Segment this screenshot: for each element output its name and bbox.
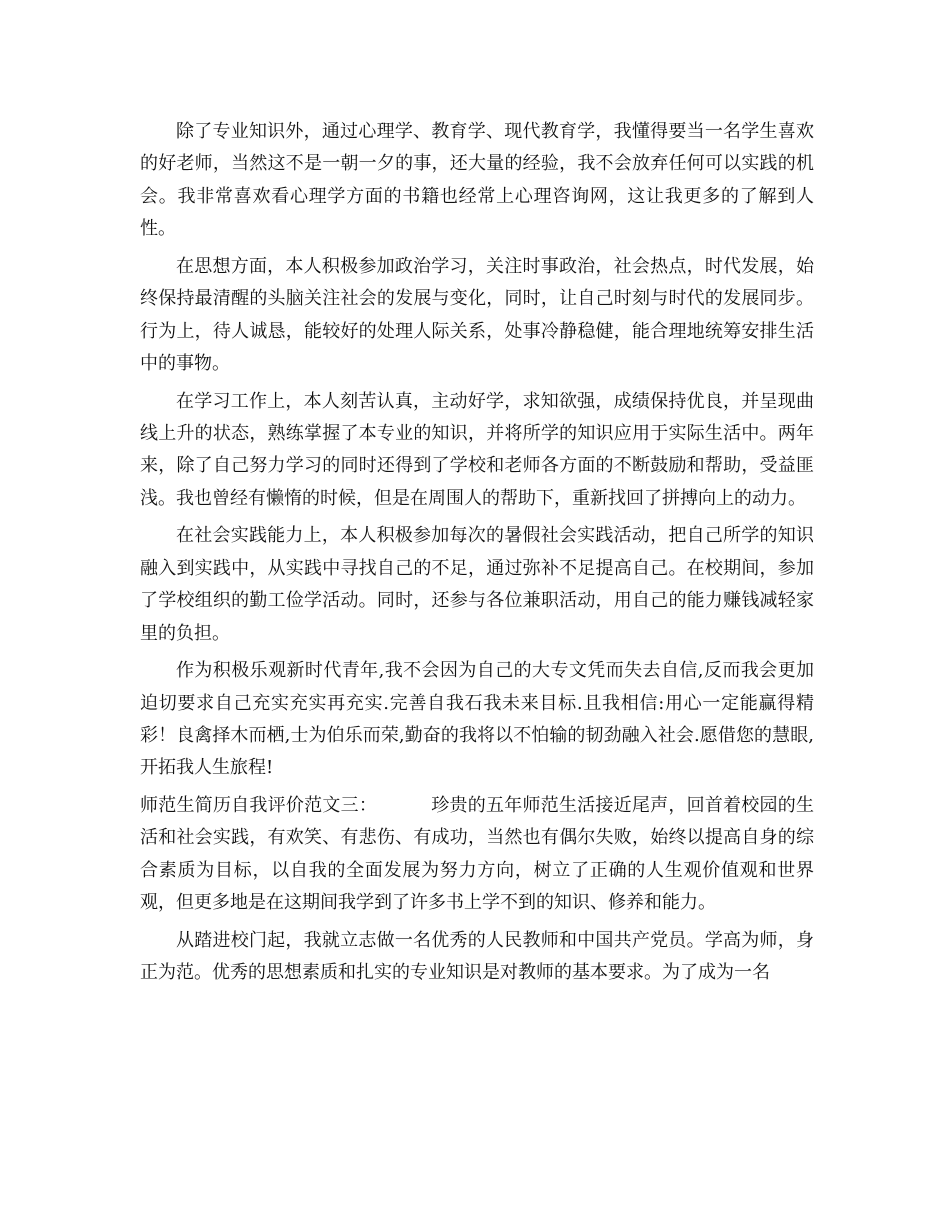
- document-page: [140, 116, 814, 995]
- paragraph-study-work: 在学习工作上，本人刻苦认真，主动好学，求知欲强，成绩保持优良，并呈现曲线上升的状态，熟练掌握了本专业的知识，并将所学的知识应用于实际生活中。两年来，除了自己努力学习的同时还得到了学校和老师各方面的不断鼓励和帮助，受益匪浅。我也曾经有懒惰的时候，但是在周围人的帮助下，重新找回了拼搏向上的动力。: [140, 390, 814, 509]
- section-heading: 师范生简历自我评价范文三：: [140, 795, 378, 817]
- paragraph-social-practice: 在社会实践能力上，本人积极参加每次的暑假社会实践活动，把自己所学的知识融入到实践中，从实践中寻找自己的不足，通过弥补不足提高自己。在校期间，参加了学校组织的勤工俭学活动。同时，还参与各位兼职活动，用自己的能力赚钱减轻家里的负担。: [140, 525, 814, 644]
- section-first-paragraph: 珍贵的五年师范生活接近尾声，回首着校园的生活和社会实践，有欢笑、有悲伤、有成功，当然也有偶尔失败，始终以提高自身的综合素质为目标，以自我的全面发展为努力方向，树立了正确的人生观价值观和世界观，但更多地是在这期间我学到了许多书上学不到的知识、修养和能力。: [140, 795, 815, 914]
- paragraph-final: 从踏进校门起，我就立志做一名优秀的人民教师和中国共产党员。学高为师，身正为范。优秀的思想素质和扎实的专业知识是对教师的基本要求。为了成为一名: [140, 929, 814, 984]
- paragraph-professional-knowledge: 除了专业知识外，通过心理学、教育学、现代教育学，我懂得要当一名学生喜欢的好老师，当然这不是一朝一夕的事，还大量的经验，我不会放弃任何可以实践的机会。我非常喜欢看心理学方面的书籍也经常上心理咨询网，这让我更多的了解到人性。: [140, 121, 814, 240]
- paragraph-ideology: 在思想方面，本人积极参加政治学习，关注时事政治，社会热点，时代发展，始终保持最清醒的头脑关注社会的发展与变化，同时，让自己时刻与时代的发展同步。行为上，待人诚恳，能较好的处理人际关系，处事冷静稳健，能合理地统筹安排生活中的事物。: [140, 255, 814, 375]
- paragraph-optimism: 作为积极乐观新时代青年,我不会因为自己的大专文凭而失去自信,反而我会更加迫切要求自己充实充实再充实.完善自我石我未来目标.且我相信:用心一定能赢得精彩！良禽择木而栖,士为伯乐而荣,勤奋的我将以不怕输的韧劲融入社会.愿借您的慧眼,开拓我人生旅程!: [140, 660, 814, 779]
- paragraph-section-three: [140, 790, 814, 920]
